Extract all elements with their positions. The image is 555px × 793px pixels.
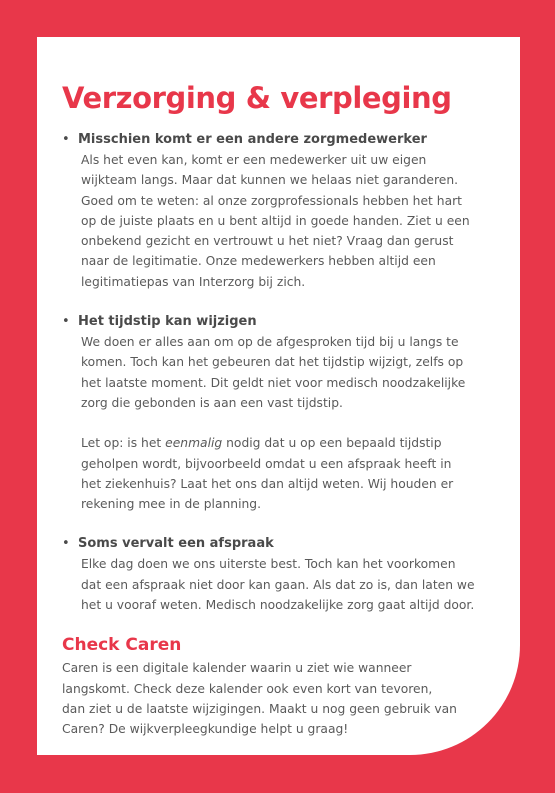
content-card [37, 37, 520, 755]
body-line: dat een afspraak niet door kan gaan. Als dat zo is, dan laten we [81, 577, 475, 592]
note-text: Let op: is het [81, 436, 166, 451]
body-line: Als het even kan, komt er een medewerker uit uw eigen [81, 153, 427, 167]
section-tijdstip-wijzigen [62, 311, 500, 514]
body-line: We doen er alles aan om op de afgesproken tijd bij u langs te [81, 335, 459, 350]
note-text: nodig dat u op een bepaald tijdstip [222, 436, 442, 451]
body-line: dan ziet u de laatste wijzigingen. Maakt u nog geen gebruik van [62, 701, 457, 716]
body-line: het u vooraf weten. Medisch noodzakelijke zorg gaat altijd door. [81, 598, 475, 613]
note-line: geholpen wordt, bijvoorbeeld omdat u een afspraak heeft in [81, 456, 452, 471]
section-heading: Misschien komt er een andere zorgmedewerker [78, 132, 427, 147]
paragraph-gap [81, 413, 500, 433]
bullet: • [62, 132, 70, 147]
body-line: het laatste moment. Dit geldt niet voor medisch noodzakelijke [81, 375, 466, 390]
page-title: Verzorging & verpleging [62, 81, 452, 115]
note-line: het ziekenhuis? Laat het ons dan altijd weten. Wij houden er [81, 476, 454, 491]
note-line: rekening mee in de planning. [81, 497, 262, 512]
body-line: op de juiste plaats en u bent altijd in goede handen. Ziet u een [81, 213, 470, 228]
body-line: legitimatiepas van Interzorg bij zich. [81, 274, 306, 289]
section-body [78, 554, 500, 615]
body-line: zorg die gebonden is aan een vast tijdstip. [81, 395, 343, 410]
body-line: wijkteam langs. Maar dat kunnen we helaas niet garanderen. [81, 173, 459, 188]
note-line [81, 433, 500, 453]
bullet: • [62, 314, 70, 330]
body-line: onbekend gezicht en vertrouwt u het niet? Vraag dan gerust [81, 234, 454, 249]
section-body [78, 150, 500, 292]
body-line: Goed om te weten: al onze zorgprofessionals hebben het hart [81, 193, 462, 208]
body-line: Caren? De wijkverpleegkundige helpt u graag! [62, 722, 349, 737]
check-caren-body [62, 658, 500, 739]
body-line: komen. Toch kan het gebeuren dat het tijdstip wijzigt, zelfs op [81, 355, 464, 370]
check-caren-title: Check Caren [62, 635, 182, 656]
section-heading: Soms vervalt een afspraak [78, 536, 274, 552]
section-body [78, 332, 500, 514]
section-andere-medewerker [62, 129, 500, 292]
body-line: langskomt. Check deze kalender ook even kort van tevoren, [62, 681, 433, 696]
bullet: • [62, 536, 70, 552]
body-line: Elke dag doen we ons uiterste best. Toch kan het voorkomen [81, 557, 456, 572]
note-emphasis: eenmalig [165, 436, 223, 451]
body-line: naar de legitimatie. Onze medewerkers hebben altijd een [81, 254, 436, 269]
section-afspraak-vervalt [62, 533, 500, 615]
check-caren-section [62, 634, 500, 739]
body-line: Caren is een digitale kalender waarin u ziet wie wanneer [62, 661, 412, 676]
section-heading: Het tijdstip kan wijzigen [78, 314, 257, 330]
